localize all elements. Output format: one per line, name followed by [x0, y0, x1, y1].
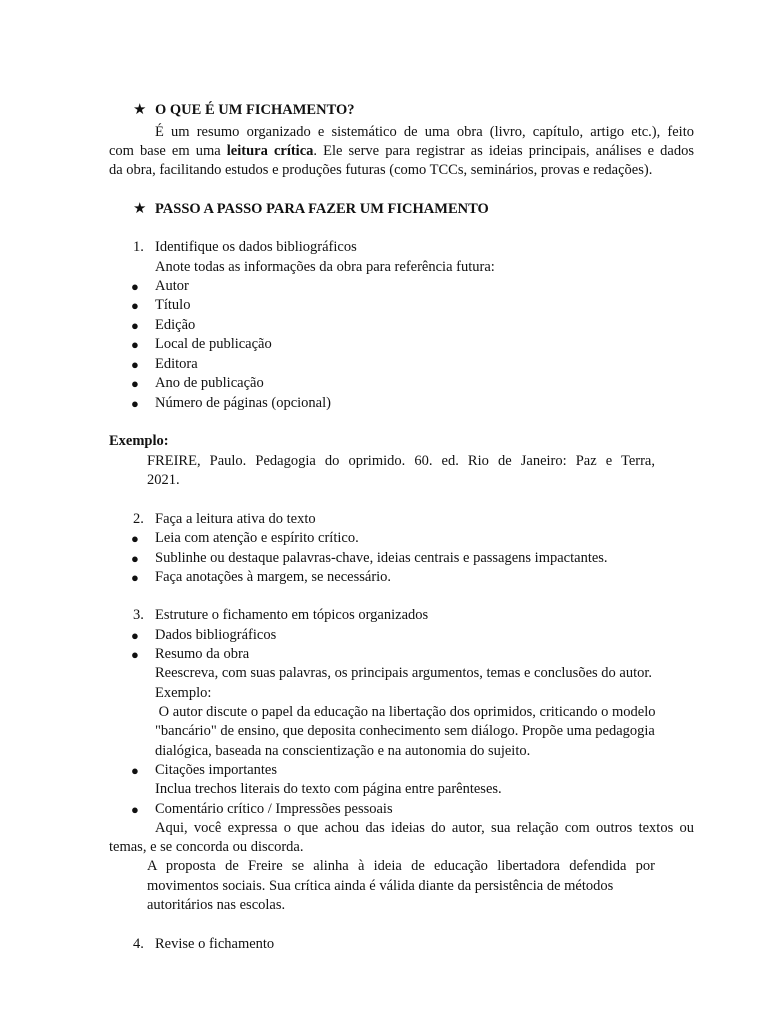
list-item: Autor: [155, 278, 189, 294]
step-number: 2.: [133, 511, 144, 527]
list-item: Ano de publicação: [155, 375, 264, 391]
citacoes-text: Inclua trechos literais do texto com página entre parênteses.: [155, 781, 502, 797]
comentario-text: temas, e se concorda ou discorda.: [109, 839, 304, 855]
comentario-example-text: movimentos sociais. Sua crítica ainda é válida diante da persistência de métodos: [147, 878, 614, 894]
intro-paragraph-line: com base em uma leitura crítica. Ele serve para registrar as ideias principais, análises e dados: [109, 143, 694, 159]
example-reference-line: 2021.: [147, 472, 180, 488]
step-number: 1.: [133, 239, 144, 255]
star-icon: ★: [133, 102, 147, 118]
bullet-icon: ●: [131, 763, 139, 778]
list-item: Leia com atenção e espírito crítico.: [155, 530, 359, 546]
bullet-icon: ●: [131, 337, 139, 352]
bullet-icon: ●: [131, 628, 139, 643]
list-item: Comentário crítico / Impressões pessoais: [155, 801, 393, 817]
comentario-example-text: A proposta de Freire se alinha à ideia de educação libertadora defendida por: [147, 858, 655, 874]
step-title: Estruture o fichamento em tópicos organizados: [155, 607, 429, 623]
resumo-example-text: "bancário" de ensino, que deposita conhecimento sem diálogo. Propõe uma pedagogia: [155, 723, 655, 739]
section-heading-what-is: O QUE É UM FICHAMENTO?: [155, 102, 355, 118]
list-item: Citações importantes: [155, 762, 278, 778]
list-item: Sublinhe ou destaque palavras-chave, ideias centrais e passagens impactantes.: [155, 550, 608, 566]
bold-term: leitura crítica: [226, 143, 314, 159]
star-icon: ★: [133, 201, 147, 217]
section-heading-step-by-step: PASSO A PASSO PARA FAZER UM FICHAMENTO: [155, 201, 489, 217]
bullet-icon: ●: [131, 531, 139, 546]
list-item: Editora: [155, 356, 198, 372]
step-number: 4.: [133, 936, 144, 952]
list-item: Título: [155, 297, 191, 313]
resumo-example-text: dialógica, baseada na conscientização e na autonomia do sujeito.: [155, 743, 531, 759]
comentario-example-text: autoritários nas escolas.: [147, 897, 286, 913]
intro-paragraph-line: da obra, facilitando estudos e produções futuras (como TCCs, seminários, provas e redações).: [109, 162, 653, 178]
bullet-icon: ●: [131, 647, 139, 662]
bullet-icon: ●: [131, 357, 139, 372]
step-intro: Anote todas as informações da obra para referência futura:: [155, 259, 495, 275]
intro-paragraph-line: É um resumo organizado e sistemático de uma obra (livro, capítulo, artigo etc.), feito: [155, 124, 694, 140]
bullet-icon: ●: [131, 279, 139, 294]
step-title: Revise o fichamento: [155, 936, 275, 952]
example-label: Exemplo:: [109, 433, 169, 449]
bullet-icon: ●: [131, 318, 139, 333]
list-item: Dados bibliográficos: [155, 627, 277, 643]
comentario-text: Aqui, você expressa o que achou das ideias do autor, sua relação com outros textos ou: [155, 820, 694, 836]
list-item: Faça anotações à margem, se necessário.: [155, 569, 392, 585]
bullet-icon: ●: [131, 298, 139, 313]
bullet-icon: ●: [131, 396, 139, 411]
step-title: Identifique os dados bibliográficos: [155, 239, 357, 255]
resumo-text: Reescreva, com suas palavras, os principais argumentos, temas e conclusões do autor.: [155, 665, 653, 681]
step-number: 3.: [133, 607, 144, 623]
list-item: Número de páginas (opcional): [155, 395, 331, 411]
resumo-example-text: O autor discute o papel da educação na libertação dos oprimidos, criticando o modelo: [155, 704, 656, 720]
bullet-icon: ●: [131, 376, 139, 391]
list-item: Edição: [155, 317, 196, 333]
bullet-icon: ●: [131, 802, 139, 817]
list-item: Resumo da obra: [155, 646, 250, 662]
bullet-icon: ●: [131, 570, 139, 585]
list-item: Local de publicação: [155, 336, 272, 352]
example-reference-line: FREIRE, Paulo. Pedagogia do oprimido. 60. ed. Rio de Janeiro: Paz e Terra,: [147, 453, 655, 469]
bullet-icon: ●: [131, 551, 139, 566]
step-title: Faça a leitura ativa do texto: [155, 511, 316, 527]
resumo-example-label: Exemplo:: [155, 685, 212, 701]
